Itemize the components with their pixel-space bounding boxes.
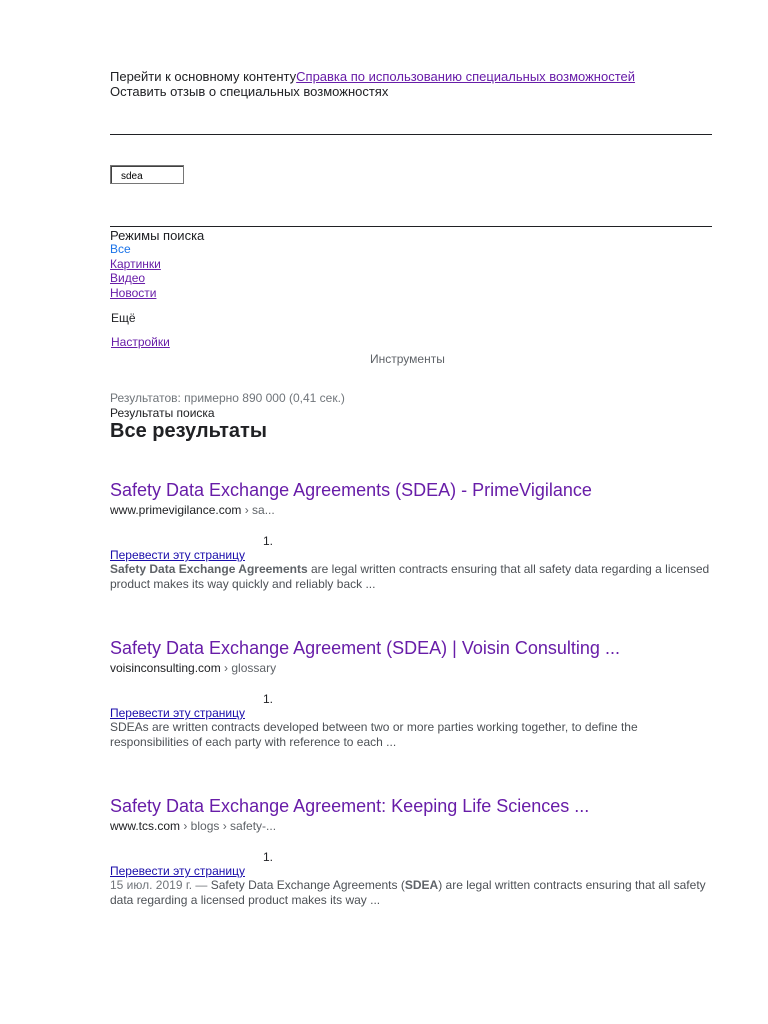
more-menu[interactable]: Ещё <box>111 311 136 325</box>
result-number: 1. <box>263 534 274 548</box>
tab-news[interactable]: Новости <box>110 286 157 300</box>
all-results-heading: Все результаты <box>110 420 267 442</box>
header-divider <box>110 134 712 135</box>
result-breadcrumb: › blogs › safety-... <box>180 819 277 833</box>
result-title-link[interactable]: Safety Data Exchange Agreements (SDEA) - PrimeVigilance <box>110 480 592 500</box>
result-domain: www.primevigilance.com <box>110 503 242 517</box>
results-label: Результаты поиска <box>110 406 215 420</box>
result-domain: voisinconsulting.com <box>110 661 221 675</box>
skip-links-row <box>110 69 635 84</box>
result-snippet <box>110 562 715 592</box>
search-result <box>110 479 715 592</box>
result-snippet: SDEAs are written contracts developed between two or more parties working together, to define the responsibilities of each party with reference to each ... <box>110 720 638 749</box>
translate-page-link[interactable]: Перевести эту страницу <box>110 864 245 878</box>
tab-video[interactable]: Видео <box>110 271 146 285</box>
result-number: 1. <box>263 850 274 864</box>
result-title-link[interactable]: Safety Data Exchange Agreement: Keeping Life Sciences ... <box>110 796 590 816</box>
translate-page-link[interactable]: Перевести эту страницу <box>110 548 245 562</box>
search-result <box>110 795 715 908</box>
nav-divider <box>110 226 712 227</box>
result-snippet <box>110 878 715 908</box>
tab-images[interactable]: Картинки <box>110 257 161 271</box>
result-breadcrumb: › glossary <box>220 661 277 675</box>
result-domain: www.tcs.com <box>110 819 181 833</box>
snippet-highlight: Safety Data Exchange Agreements <box>110 562 308 576</box>
accessibility-feedback-link[interactable]: Оставить отзыв о специальных возможностях <box>110 84 389 99</box>
skip-to-content-link[interactable]: Перейти к основному контенту <box>110 69 297 84</box>
result-date: 15 июл. 2019 г. — <box>110 878 211 892</box>
translate-page-link[interactable]: Перевести эту страницу <box>110 706 245 720</box>
result-number: 1. <box>263 692 274 706</box>
search-result <box>110 637 715 750</box>
result-url <box>110 819 715 833</box>
tab-all[interactable]: Все <box>110 242 131 256</box>
snippet-text: Safety Data Exchange Agreements ( <box>210 878 405 892</box>
result-title-link[interactable]: Safety Data Exchange Agreement (SDEA) | Voisin Consulting ... <box>110 638 620 658</box>
snippet-highlight: SDEA <box>404 878 439 892</box>
result-breadcrumb: › sa... <box>241 503 275 517</box>
snippet-text: are legal written contracts ensuring that all safety data regarding a licensed product makes its way quickly and reliably back ... <box>110 562 710 591</box>
search-modes-title: Режимы поиска <box>110 228 205 243</box>
accessibility-help-link[interactable]: Справка по использованию специальных возможностей <box>296 69 636 84</box>
result-stats: Результатов: примерно 890 000 (0,41 сек.) <box>110 391 345 405</box>
settings-link[interactable]: Настройки <box>111 335 170 349</box>
result-url <box>110 661 715 675</box>
tools-button[interactable]: Инструменты <box>370 352 445 366</box>
snippet-text: ) are legal written contracts ensuring that all safety data regarding a licensed product makes its way ... <box>110 878 706 907</box>
search-input[interactable] <box>110 165 184 184</box>
result-url <box>110 503 715 517</box>
